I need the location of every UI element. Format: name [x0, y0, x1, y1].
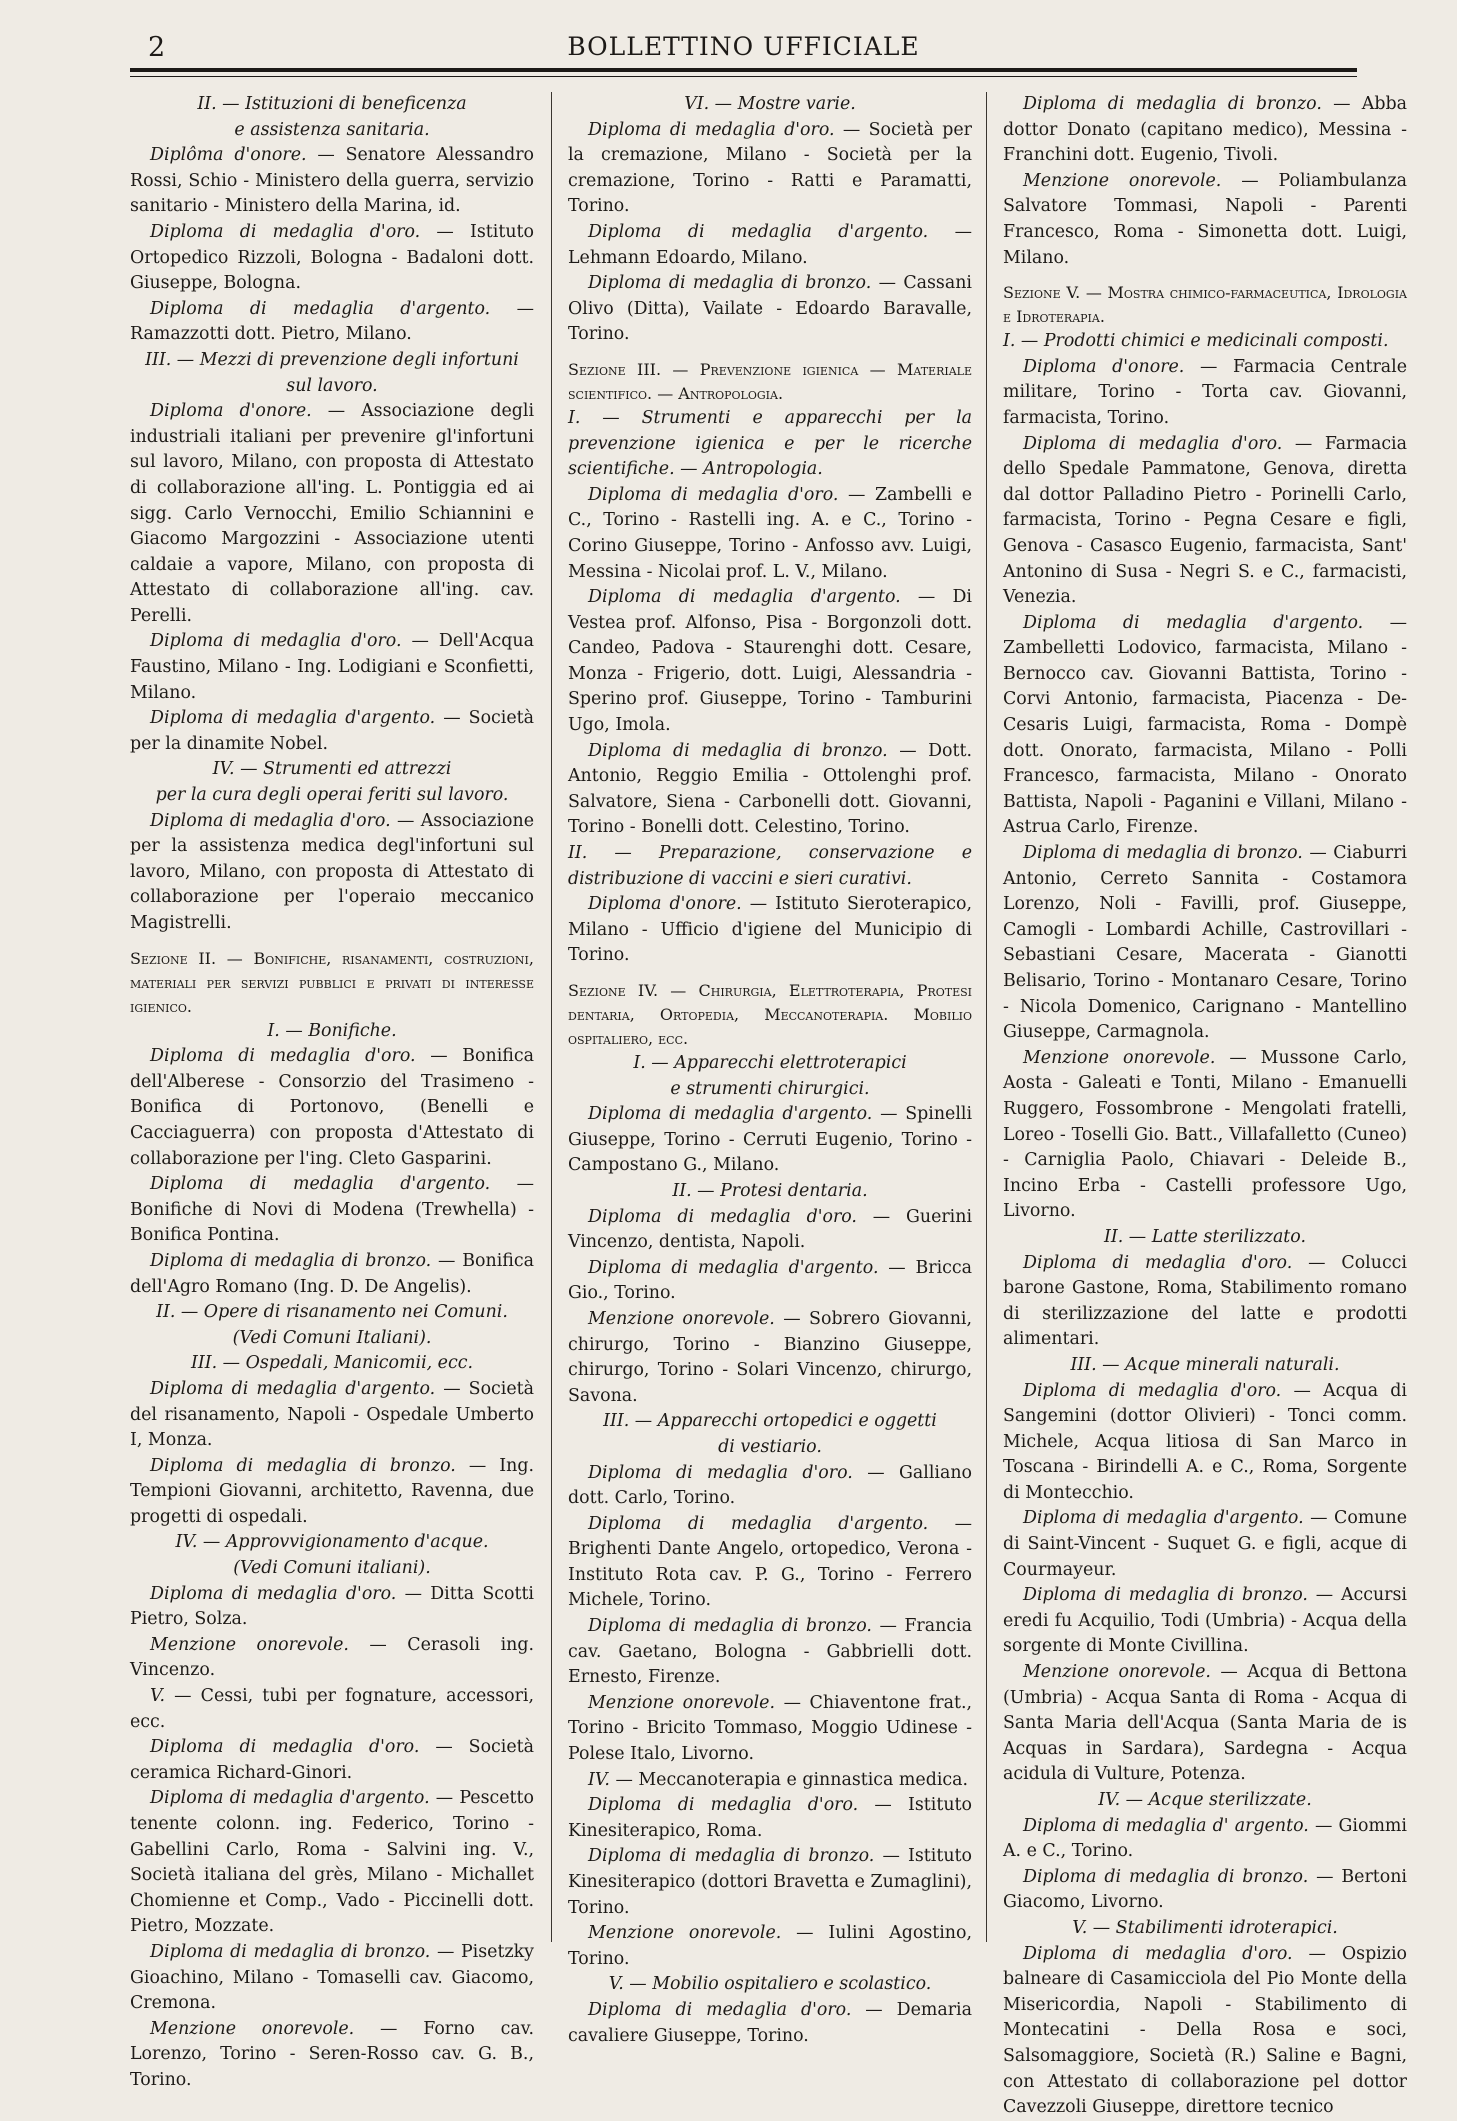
award-entry: Diploma di medaglia d'oro. — Zambelli e C., Torino - Rastelli ing. A. e C., Torino - Corino Giuseppe, Torino - Anfosso avv. Luigi, Messina - Nicolai prof. L. V., Milano.	[568, 484, 972, 582]
section-heading: III. — Apparecchi ortopedici e oggetti	[603, 1411, 937, 1432]
section-heading: IV. — Acque sterilizzate.	[1098, 1790, 1312, 1810]
section-heading: I. — Bonifiche.	[267, 1020, 397, 1041]
award-entry: Diploma di medaglia d'argento. — Società del risanamento, Napoli - Ospedale Umberto I, Monza.	[130, 1378, 534, 1451]
column-divider	[986, 92, 987, 1942]
award-entry: Diploma di medaglia d'oro. — Associazione per la assistenza medica degl'infortuni sul lavoro, Milano, con proposta di Attestato di collaborazione per l'operaio meccanico Magistrelli.	[130, 810, 534, 933]
section-heading: e strumenti chirurgici.	[670, 1078, 870, 1099]
award-entry: Diploma di medaglia di bronzo. — Istituto Kinesiterapico (dottori Bravetta e Zumaglini), Torino.	[568, 1846, 972, 1918]
award-entry: Diploma di medaglia d'oro. — Bonifica dell'Alberese - Consorzio del Trasimeno - Bonifica di Portonovo, (Benelli e Cacciaguerra) con proposta d'Attestato di collaborazione per l'ing. Cleto Gasparini.	[130, 1046, 535, 1169]
award-entry: Diploma di medaglia di bronzo. — Dott. Antonio, Reggio Emilia - Ottolenghi prof. Salvatore, Siena - Carbonelli dott. Giovanni, Torino - Bonelli dott. Celestino, Torino.	[568, 740, 972, 838]
section-heading: Sezione II. — Bonifiche, risanamenti, costruzioni, materiali per servizi pubblici e privati di interesse igienico.	[130, 948, 534, 1016]
award-entry: Diploma di medaglia d'oro. — Guerini Vincenzo, dentista, Napoli.	[568, 1206, 973, 1253]
award-entry: Diploma di medaglia di bronzo. — Cassani Olivo (Ditta), Vailate - Edoardo Baravalle, Torino.	[568, 273, 972, 345]
award-entry: Diploma d'onore. — Associazione degli industriali italiani per prevenire gl'infortuni sul lavoro, Milano, con proposta di Attestato di collaborazione all'ing. L. Pontiggia ed ai sigg. Carlo Vernocchi, Emilio Schiannini e Giacomo Margozzini - Associazione utenti caldaie a vapore, Milano, con proposta di Attestato di collaborazione all'ing. cav. Perelli.	[130, 401, 535, 626]
section-heading: II. — Istituzioni di beneficenza	[197, 94, 467, 114]
award-entry: Menzione onorevole. — Acqua di Bettona (Umbria) - Acqua Santa di Roma - Acqua di Santa Maria dell'Acqua (Santa Maria de is Acquas in Sardara), Sardegna - Acqua acidula di Vulture, Potenza.	[1003, 1662, 1407, 1785]
page-header	[130, 28, 1357, 68]
section-heading: I. — Apparecchi elettroterapici	[633, 1053, 907, 1073]
award-entry: Diploma di medaglia d'oro. — Istituto Ortopedico Rizzoli, Bologna - Badaloni dott. Giuseppe, Bologna.	[130, 221, 534, 294]
award-entry: Diploma di medaglia d'argento. — Società per la dinamite Nobel.	[130, 708, 534, 754]
award-entry: Diploma di medaglia di bronzo. — Bertoni Giacomo, Livorno.	[1003, 1866, 1407, 1913]
award-entry: Menzione onorevole. — Sobrero Giovanni, chirurgo, Torino - Bianzino Giuseppe, chirurgo, Torino - Solari Vincenzo, chirurgo, Savona.	[568, 1308, 972, 1406]
award-entry: Diploma di medaglia d'oro. — Dell'Acqua Faustino, Milano - Ing. Lodigiani e Sconfietti, Milano.	[130, 631, 534, 703]
header-rule-thick	[130, 68, 1357, 72]
award-entry: Diploma di medaglia d'oro. — Galliano dott. Carlo, Torino.	[568, 1462, 972, 1509]
award-entry: Diploma di medaglia di bronzo. — Pisetzky Gioachino, Milano - Tomaselli cav. Giacomo, Cremona.	[130, 1941, 534, 2014]
section-heading: II. — Protesi dentaria.	[672, 1180, 868, 1201]
award-entry: Diploma di medaglia d'oro. — Farmacia dello Spedale Pammatone, Genova, diretta dal dottor Palladino Pietro - Porinelli Carlo, farmacista, Torino - Pegna Cesare e figli, Genova - Casasco Eugenio, farmacista, Sant' Antonino di Susa - Negri S. e C., farmacisti, Venezia.	[1003, 433, 1407, 608]
section-heading: V. — Stabilimenti idroterapici.	[1072, 1917, 1338, 1938]
award-entry: Diploma di medaglia d'oro. — Demaria cavaliere Giuseppe, Torino.	[568, 1999, 972, 2046]
award-entry: IV. — Meccanoterapia e ginnastica medica.	[588, 1769, 969, 1790]
award-entry: Menzione onorevole. — Mussone Carlo, Aosta - Galeati e Tonti, Milano - Emanuelli Ruggero, Fossombrone - Mengolati fratelli, Loreo - Toselli Gio. Batt., Villafalletto (Cuneo) - Carniglia Paolo, Chiavari - Deleide B., Incino Erba - Castelli professore Ugo, Livorno.	[1003, 1047, 1408, 1222]
section-heading: (Vedi Comuni italiani).	[233, 1558, 431, 1579]
section-heading: di vestiario.	[718, 1436, 822, 1457]
award-entry: Menzione onorevole. — Chiaventone frat., Torino - Bricito Tommaso, Moggio Udinese - Polese Italo, Livorno.	[568, 1692, 973, 1765]
section-heading: Sezione IV. — Chirurgia, Elettroterapia, Protesi dentaria, Ortopedia, Meccanoterapia. Mobilio ospitaliero, ecc.	[568, 981, 972, 1048]
section-heading: V. — Mobilio ospitaliero e scolastico.	[608, 1974, 932, 1995]
award-entry: Diploma di medaglia d'oro. — Società per la cremazione, Milano - Società per la cremazione, Torino - Ratti e Paramatti, Torino.	[568, 119, 972, 217]
running-title: BOLLETTINO UFFICIALE	[567, 32, 920, 61]
section-heading: (Vedi Comuni Italiani).	[232, 1327, 432, 1348]
award-entry: Menzione onorevole. — Cerasoli ing. Vincenzo.	[130, 1634, 534, 1681]
section-heading: IV. — Strumenti ed attrezzi	[212, 759, 452, 780]
section-heading: VI. — Mostre varie.	[684, 94, 856, 114]
section-heading: II. — Latte sterilizzato.	[1103, 1226, 1306, 1247]
section-heading: e assistenza sanitaria.	[234, 119, 430, 140]
award-entry: Diploma di medaglia d'argento. — Spinelli Giuseppe, Torino - Cerruti Eugenio, Torino - Campostano G., Milano.	[568, 1104, 973, 1176]
section-heading: IV. — Approvvigionamento d'acque.	[175, 1532, 489, 1553]
section-heading: per la cura degli operai feriti sul lavoro.	[155, 785, 509, 806]
award-entry: Menzione onorevole. — Forno cav. Lorenzo, Torino - Seren-Rosso cav. G. B., Torino.	[130, 2018, 534, 2090]
award-entry: Diploma di medaglia d'argento. — Comune di Saint-Vincent - Suquet G. e figli, acque di Courmayeur.	[1003, 1508, 1408, 1580]
section-heading: Sezione III. — Prevenzione igienica — Materiale scientifico. — Antropologia.	[568, 359, 972, 403]
award-entry: Diploma d'onore. — Farmacia Centrale militare, Torino - Torta cav. Giovanni, farmacista, Torino.	[1003, 356, 1407, 428]
column-1	[130, 92, 535, 2090]
section-heading: II. — Preparazione, conservazione e distribuzione di vaccini e sieri curativi.	[568, 843, 972, 889]
award-entry: Diploma di medaglia d'oro. — Acqua di Sangemini (dottor Olivieri) - Tonci comm. Michele, Acqua litiosa di San Marco in Toscana - Birindelli A. e C., Roma, Sorgente di Montecchio.	[1003, 1380, 1407, 1503]
header-rule-thin	[130, 76, 1357, 77]
section-heading: III. — Mezzi di prevenzione degli infortuni sul lavoro.	[145, 349, 519, 396]
award-entry: Diploma di medaglia d'oro. — Società ceramica Richard-Ginori.	[130, 1737, 534, 1783]
section-heading: II. — Opere di risanamento nei Comuni.	[156, 1302, 508, 1323]
award-entry: Diploma di medaglia d'argento. — Zambelletti Lodovico, farmacista, Milano - Bernocco cav. Giovanni Battista, Torino - Corvi Antonio, farmacista, Piacenza - De-Cesaris Luigi, farmacista, Roma - Dompè dott. Onorato, farmacista, Milano - Polli Francesco, farmacista, Milano - Onorato Battista, Napoli - Paganini e Villani, Milano - Astrua Carlo, Firenze.	[1003, 612, 1407, 838]
award-entry: Diplôma d'onore. — Senatore Alessandro Rossi, Schio - Ministero della guerra, servizio sanitario - Ministero della Marina, id.	[130, 145, 534, 217]
award-entry: Menzione onorevole. — Poliambulanza Salvatore Tommasi, Napoli - Parenti Francesco, Roma - Simonetta dott. Luigi, Milano.	[1003, 170, 1407, 268]
award-entry: V. — Cessi, tubi per fognature, accessori, ecc.	[130, 1686, 534, 1732]
section-heading: I. — Strumenti e apparecchi per la prevenzione igienica e per le ricerche scientifiche. — Antropologia.	[568, 407, 972, 480]
award-entry: Diploma di medaglia d'argento. — Bonifiche di Novi di Modena (Trewhella) - Bonifica Pontina.	[130, 1174, 534, 1246]
award-entry: Diploma di medaglia di bronzo. — Bonifica dell'Agro Romano (Ing. D. De Angelis).	[130, 1250, 534, 1297]
award-entry: Diploma di medaglia d'oro. — Ditta Scotti Pietro, Solza.	[130, 1583, 534, 1630]
award-entry: Diploma di medaglia d'oro. — Colucci barone Gastone, Roma, Stabilimento romano di sterilizzazione del latte e prodotti alimentari.	[1003, 1252, 1407, 1350]
award-entry: Diploma di medaglia d'oro. — Ospizio balneare di Casamicciola del Pio Monte della Misericordia, Napoli - Stabilimento di Montecatini - Della Rosa e soci, Salsomaggiore, Società (R.) Saline e Bagni, con Attestato di collaborazione pel dottor Cavezzoli Giuseppe, direttore tecnico	[1003, 1943, 1407, 2118]
award-entry: Diploma d'onore. — Istituto Sieroterapico, Milano - Ufficio d'igiene del Municipio di Torino.	[568, 894, 972, 966]
award-entry: Diploma di medaglia d'argento. — Bricca Gio., Torino.	[568, 1257, 972, 1304]
column-divider	[551, 92, 552, 1942]
section-heading: III. — Ospedali, Manicomii, ecc.	[191, 1353, 473, 1374]
award-entry: Diploma di medaglia di bronzo. — Ciaburri Antonio, Cerreto Sannita - Costamora Lorenzo, Noli - Favilli, prof. Giuseppe, Camogli - Lombardi Achille, Castrovillari - Sebastiani Cesare, Macerata - Gianotti Belisario, Torino - Montanaro Cesare, Torino - Nicola Domenico, Carignano - Mantellino Giuseppe, Carmagnola.	[1003, 843, 1407, 1043]
award-entry: Diploma di medaglia d' argento. — Giommi A. e C., Torino.	[1003, 1815, 1407, 1862]
award-entry: Diploma di medaglia di bronzo. — Accursi eredi fu Acquilio, Todi (Umbria) - Acqua della sorgente di Monte Civillina.	[1003, 1585, 1407, 1657]
section-heading: III. — Acque minerali naturali.	[1070, 1354, 1340, 1375]
award-entry: Menzione onorevole. — Iulini Agostino, Torino.	[568, 1923, 973, 1969]
award-entry: Diploma di medaglia d'argento. — Lehmann Edoardo, Milano.	[568, 221, 972, 268]
award-entry: Diploma di medaglia d'argento. — Di Vestea prof. Alfonso, Pisa - Borgonzoli dott. Candeo, Padova - Staurenghi dott. Cesare, Monza - Frigerio, dott. Luigi, Alessandria - Sperino prof. Giuseppe, Torino - Tamburini Ugo, Imola.	[568, 587, 972, 736]
award-entry: Diploma di medaglia d'argento. — Brighenti Dante Angelo, ortopedico, Verona - Instituto Rota cav. P. G., Torino - Ferrero Michele, Torino.	[568, 1513, 972, 1611]
award-entry: Diploma di medaglia di bronzo. — Ing. Tempioni Giovanni, architetto, Ravenna, due progetti di ospedali.	[130, 1455, 534, 1527]
section-heading: I. — Prodotti chimici e medicinali composti.	[1003, 331, 1389, 352]
award-entry: Diploma di medaglia di bronzo. — Abba dottor Donato (capitano medico), Messina - Franchini dott. Eugenio, Tivoli.	[1003, 94, 1407, 166]
award-entry: Diploma di medaglia d'argento. — Ramazzotti dott. Pietro, Milano.	[130, 298, 534, 345]
column-3	[1003, 92, 1408, 2118]
award-entry: Diploma di medaglia di bronzo. — Francia cav. Gaetano, Bologna - Gabbrielli dott. Ernesto, Firenze.	[568, 1616, 972, 1688]
award-entry: Diploma di medaglia d'oro. — Istituto Kinesiterapico, Roma.	[568, 1795, 972, 1841]
page-number: 2	[148, 32, 166, 63]
column-2	[568, 92, 973, 2046]
award-entry: Diploma di medaglia d'argento. — Pescetto tenente colonn. ing. Federico, Torino - Gabellini Carlo, Roma - Salvini ing. V., Società italiana del grès, Milano - Michallet Chomienne et Comp., Vado - Piccinelli dott. Pietro, Mozzate.	[130, 1788, 534, 1937]
section-heading: Sezione V. — Mostra chimico-farmaceutica, Idrologia e Idroterapia.	[1003, 283, 1407, 327]
